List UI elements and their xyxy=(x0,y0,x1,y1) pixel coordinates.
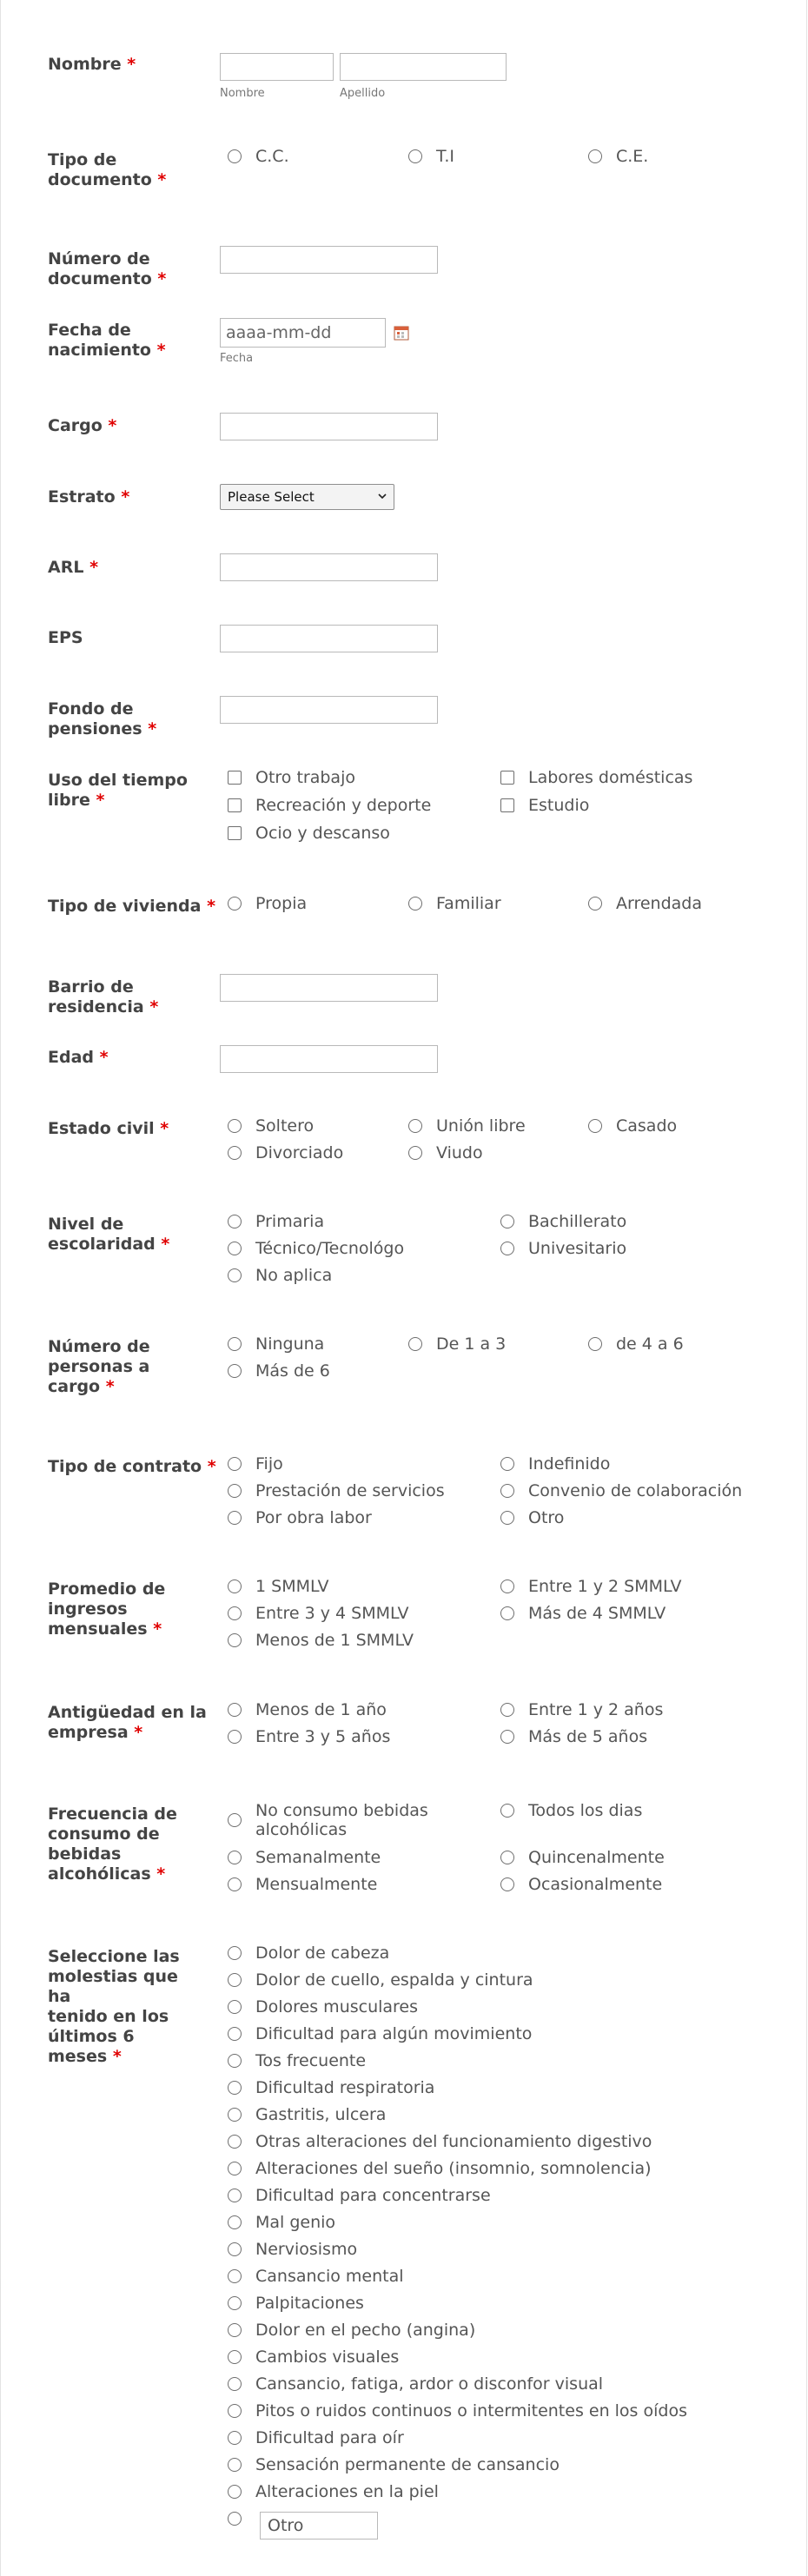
radio-prestacion-servicios[interactable]: Prestación de servicios xyxy=(228,1481,445,1500)
radio-molestia[interactable]: Palpitaciones xyxy=(228,2294,364,2313)
check-estudio[interactable]: Estudio xyxy=(500,796,589,815)
label-tipo-vivienda: Tipo de vivienda * xyxy=(48,897,216,916)
neighborhood-input[interactable] xyxy=(220,974,438,1002)
label-antiguedad: Antigüedad en la empresa * xyxy=(48,1703,207,1742)
first-name-sublabel: Nombre xyxy=(220,87,265,100)
first-name-input[interactable] xyxy=(220,53,334,81)
label-personas-cargo: Número de personas a cargo * xyxy=(48,1337,150,1396)
radio-molestia[interactable]: Dificultad para algún movimiento xyxy=(228,2024,532,2043)
radio-fijo[interactable]: Fijo xyxy=(228,1454,283,1473)
label-ingresos: Promedio de ingresos mensuales * xyxy=(48,1579,166,1639)
check-ocio[interactable]: Ocio y descanso xyxy=(228,824,390,843)
estrato-select[interactable]: Please Select xyxy=(220,484,394,510)
radio-quincenalmente[interactable]: Quincenalmente xyxy=(500,1848,665,1867)
radio-3-5-anos[interactable]: Entre 3 y 5 años xyxy=(228,1727,390,1746)
label-fecha-nacimiento: Fecha de nacimiento * xyxy=(48,321,166,360)
label-cargo: Cargo * xyxy=(48,416,117,435)
other-molestia-input[interactable]: Otro xyxy=(260,2512,378,2540)
label-escolaridad: Nivel de escolaridad * xyxy=(48,1215,170,1254)
radio-indefinido[interactable]: Indefinido xyxy=(500,1454,610,1473)
radio-molestia[interactable]: Dificultad respiratoria xyxy=(228,2078,434,2097)
radio-mas-5-anos[interactable]: Más de 5 años xyxy=(500,1727,647,1746)
radio-molestia[interactable]: Sensación permanente de cansancio xyxy=(228,2455,560,2474)
radio-ce[interactable]: C.E. xyxy=(588,147,648,166)
label-barrio: Barrio de residencia * xyxy=(48,977,159,1016)
radio-molestia[interactable]: Alteraciones en la piel xyxy=(228,2482,439,2501)
radio-3-4-smmlv[interactable]: Entre 3 y 4 SMMLV xyxy=(228,1604,409,1623)
radio-arrendada[interactable]: Arrendada xyxy=(588,894,702,913)
radio-menos-1-smmlv[interactable]: Menos de 1 SMMLV xyxy=(228,1631,414,1650)
label-edad: Edad * xyxy=(48,1048,109,1067)
radio-molestia[interactable]: Dificultad para oír xyxy=(228,2428,404,2447)
radio-divorciado[interactable]: Divorciado xyxy=(228,1143,343,1162)
radio-1-2-anos[interactable]: Entre 1 y 2 años xyxy=(500,1700,663,1719)
radio-ocasionalmente[interactable]: Ocasionalmente xyxy=(500,1875,662,1894)
label-nombre: Nombre * xyxy=(48,55,136,74)
check-otro-trabajo[interactable]: Otro trabajo xyxy=(228,768,355,787)
last-name-input[interactable] xyxy=(340,53,507,81)
check-recreacion[interactable]: Recreación y deporte xyxy=(228,796,431,815)
last-name-sublabel: Apellido xyxy=(340,87,386,100)
radio-molestia[interactable]: Dolores musculares xyxy=(228,1997,418,2016)
radio-molestia[interactable]: Dolor de cuello, espalda y cintura xyxy=(228,1970,533,1990)
label-eps: EPS xyxy=(48,628,83,647)
radio-molestia[interactable]: Dolor de cabeza xyxy=(228,1944,389,1963)
pension-fund-input[interactable] xyxy=(220,696,438,724)
label-tipo-contrato: Tipo de contrato * xyxy=(48,1457,216,1476)
eps-input[interactable] xyxy=(220,625,438,652)
radio-obra-labor[interactable]: Por obra labor xyxy=(228,1508,372,1527)
document-number-input[interactable] xyxy=(220,246,438,274)
radio-molestia[interactable]: Dificultad para concentrarse xyxy=(228,2186,491,2205)
radio-4-a-6[interactable]: de 4 a 6 xyxy=(588,1334,684,1354)
radio-molestia[interactable]: Dolor en el pecho (angina) xyxy=(228,2321,475,2340)
radio-molestia[interactable]: Alteraciones del sueño (insomnio, somnolencia) xyxy=(228,2159,652,2178)
radio-tecnico[interactable]: Técnico/Tecnológo xyxy=(228,1239,404,1258)
radio-convenio-colaboracion[interactable]: Convenio de colaboración xyxy=(500,1481,742,1500)
radio-1-a-3[interactable]: De 1 a 3 xyxy=(408,1334,506,1354)
label-uso-tiempo: Uso del tiempo libre * xyxy=(48,771,188,810)
radio-molestia[interactable]: Gastritis, ulcera xyxy=(228,2105,386,2124)
label-arl: ARL * xyxy=(48,558,99,577)
birth-date-input[interactable]: aaaa-mm-dd xyxy=(220,318,386,348)
radio-1-smmlv[interactable]: 1 SMMLV xyxy=(228,1577,328,1596)
radio-propia[interactable]: Propia xyxy=(228,894,307,913)
label-estrato: Estrato * xyxy=(48,487,130,507)
radio-mas-de-6[interactable]: Más de 6 xyxy=(228,1361,330,1381)
radio-molestia[interactable]: Nerviosismo xyxy=(228,2240,357,2259)
radio-1-2-smmlv[interactable]: Entre 1 y 2 SMMLV xyxy=(500,1577,682,1596)
radio-no-consumo[interactable]: No consumo bebidas alcohólicas xyxy=(228,1801,428,1839)
calendar-icon[interactable] xyxy=(394,325,409,341)
radio-cc[interactable]: C.C. xyxy=(228,147,289,166)
radio-universitario[interactable]: Univesitario xyxy=(500,1239,626,1258)
radio-molestia[interactable]: Cambios visuales xyxy=(228,2348,399,2367)
radio-primaria[interactable]: Primaria xyxy=(228,1212,324,1231)
age-input[interactable] xyxy=(220,1045,438,1073)
radio-menos-1-ano[interactable]: Menos de 1 año xyxy=(228,1700,387,1719)
radio-soltero[interactable]: Soltero xyxy=(228,1116,314,1136)
radio-familiar[interactable]: Familiar xyxy=(408,894,501,913)
label-molestias: Seleccione las molestias que ha tenido en los últimos 6 meses * xyxy=(48,1947,180,2066)
radio-mensualmente[interactable]: Mensualmente xyxy=(228,1875,377,1894)
label-tipo-documento: Tipo de documento * xyxy=(48,150,167,189)
radio-molestia[interactable]: Pitos o ruidos continuos o intermitentes en los oídos xyxy=(228,2401,687,2420)
radio-molestia[interactable]: Cansancio, fatiga, ardor o disconfor visual xyxy=(228,2374,603,2394)
arl-input[interactable] xyxy=(220,553,438,581)
radio-casado[interactable]: Casado xyxy=(588,1116,677,1136)
check-labores-domesticas[interactable]: Labores domésticas xyxy=(500,768,692,787)
radio-ti[interactable]: T.I xyxy=(408,147,454,166)
label-fondo-pensiones: Fondo de pensiones * xyxy=(48,699,157,738)
label-estado-civil: Estado civil * xyxy=(48,1119,169,1138)
radio-viudo[interactable]: Viudo xyxy=(408,1143,483,1162)
radio-molestia[interactable]: Tos frecuente xyxy=(228,2051,366,2070)
radio-todos-los-dias[interactable]: Todos los dias xyxy=(500,1801,642,1820)
radio-molestia[interactable]: Mal genio xyxy=(228,2213,335,2232)
radio-bachillerato[interactable]: Bachillerato xyxy=(500,1212,626,1231)
radio-semanalmente[interactable]: Semanalmente xyxy=(228,1848,381,1867)
chevron-down-icon xyxy=(378,492,387,500)
birth-date-sublabel: Fecha xyxy=(220,352,254,365)
cargo-input[interactable] xyxy=(220,413,438,440)
radio-mas-4-smmlv[interactable]: Más de 4 SMMLV xyxy=(500,1604,666,1623)
radio-molestia[interactable]: Otras alteraciones del funcionamiento digestivo xyxy=(228,2132,652,2151)
radio-molestia[interactable]: Cansancio mental xyxy=(228,2267,404,2286)
label-numero-documento: Número de documento * xyxy=(48,249,167,288)
radio-no-aplica[interactable]: No aplica xyxy=(228,1266,332,1285)
radio-ninguna[interactable]: Ninguna xyxy=(228,1334,324,1354)
radio-union-libre[interactable]: Unión libre xyxy=(408,1116,526,1136)
label-alcohol: Frecuencia de consumo de bebidas alcohólicas * xyxy=(48,1805,177,1884)
radio-otro-contrato[interactable]: Otro xyxy=(500,1508,564,1527)
radio-molestia-otro[interactable] xyxy=(228,2509,255,2526)
